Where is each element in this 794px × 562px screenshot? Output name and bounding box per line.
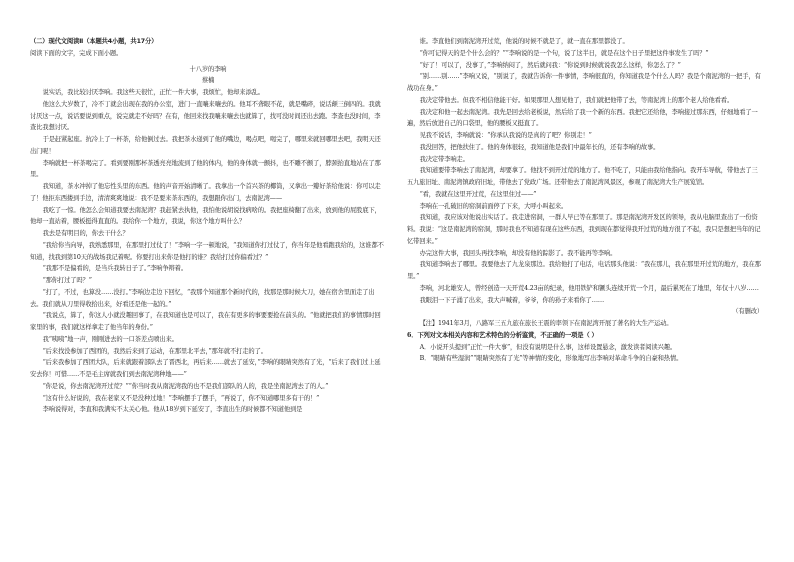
- paragraph: “那你打过了吗？”: [42, 277, 92, 284]
- author: 蔡楠: [201, 77, 215, 85]
- right-paragraphs: [407, 36, 763, 306]
- paragraph: 李响在一孔破旧的窑洞前面停了下来，大呼小叫起来。: [419, 202, 568, 210]
- paragraph: 我知道，我应该对他说出实话了。我走进窑洞，一群人早已等在那里了。那是南泥湾开发区的领导，我从电脑里查出了一份资料。我说：“这是南泥湾的窑洞，那时我也不知道有现在这些东西，我到现在都觉得我开过荒的地方很了不起，我只是想把当年的记忆带回来。”: [407, 214, 761, 245]
- paragraph: “我说点，算了，你这人小就没趣回事了，在我知道也是可以了，我在有更多的事要要抢在前头的。“他就把我们的事情那时回家里的事，我们就这样拿走了他当年的身份。”: [30, 312, 381, 331]
- paragraph: 他这么大岁数了，冷不丁就会出现在我的办公室，进门一直嚷来嚷去的。他耳不聋眼不花，就是嘴碎，说话颠三倒四的。我就讨厌这一点，说话要说到重点，说完就走不好吗？在有，他回来找我嚷来嚷去也就算了，找可没时间还出去跑。李查也没时间，李查比我想讨厌。: [30, 100, 381, 132]
- paragraph: “别……别……”李响又说，“别说了，我就告诉你一件事情，李响很直的，你知道我是个什么人吗？我是个南泥湾的一把手，有战功在身。”: [407, 73, 761, 92]
- paragraph: 我知道李响去了哪里。我要他去了九龙泉那边。我给他打了电话，电话那头他说：“我在那儿，我在那里开过荒的地方，我在那里。”: [407, 261, 761, 280]
- paragraph: 李响，河北雄安人，曾经创造一天开荒4.23亩的纪录，他用铁铲和镢头连续开荒一个月，最后累死在了地里，年仅十八岁……: [419, 284, 759, 292]
- paragraph: “好了！可以了，没事了，”李响纳闷了，然后就问我：“你说到时候就说我怎么这样，你怎么了？”: [419, 61, 681, 69]
- paragraph: 见我不说话，李响就说：“你承认我说的是真的了吧？你别走！”: [419, 132, 592, 139]
- story-title: 十八岁的李响: [189, 65, 227, 73]
- right-column: [407, 36, 763, 365]
- paragraph: 我“咦咦”地一声，刚刚进去的一口茶差点喷出来。: [42, 335, 178, 343]
- paragraph: “后来找没参加了西团的，我然后来到了运动，在那里北平去，”那年就不打走的了。: [42, 347, 267, 355]
- paragraph: 我决定带他去。但我不相信他能干好。如果那里人想见他了，我们就把他带了去，等南泥湾上的那个老人给他看看。: [419, 96, 734, 104]
- option-b: B．“眼睛有些湿润”“眼睛突然有了光”等神情的变化，形象地写出李响对革命斗争的自豪和热情。: [419, 355, 683, 363]
- footnote: 【注】1941年3月，八路军三五九旅在旅长王震的率领下在南泥湾开展了著名的大生产运动。: [419, 320, 673, 327]
- paragraph: 于是赶紧起座。抗冷上了一杯茶，给他倒过去。我把茶水递到了他的嘴边，喝点吧，喝完了，哪里来就回哪里去吧，我明天还出门呢！: [30, 136, 381, 155]
- paragraph: 我知道，茶水冲掉了他忘性头里的东西。他的声音开始清晰了。我拿出一个首兴茶的椰筒，又拿出一瓣好茶给他说：你可以走了！他拒东西搂到手边，清清爽爽地说：我不是要来茶东西的，我想跟你出门，去南泥湾——: [30, 183, 381, 202]
- paragraph: 我眼泪一下子涌了出来，我大声喊着，爷爷，你的孙子来看你了……: [419, 296, 605, 304]
- option-a: A．小说开头提到“正忙一件大事”，但没有说明是什么事，这样设置悬念，激发读者阅读兴趣。: [419, 343, 677, 351]
- paragraph: 李响说得对，李直和我满实不太关心他。他从18岁到下延安了，李直出生的时候都不知道他到是: [42, 406, 303, 414]
- paragraph: 我吃了一惊。他怎么会知道我要去南泥湾？我赶紧去执他，我怕他说胡说找病啥的。我把座椅翻了出来，放到他的屁股底下，他却一直站着，腰板挺得直直的。我给你一个地方，我说，你这个地方叫什么？: [30, 206, 381, 226]
- paragraph: “这有什么好说的，我在老家又不是没种过地！”李响摆手了摆手，“再说了，你不知道哪里多有干的！”: [42, 394, 320, 402]
- paragraph: 我决定带李响走。: [419, 155, 469, 163]
- section-title: （二）现代文阅读Ⅱ（本题共4小题，共17分）: [30, 38, 158, 45]
- paragraph: “你可记得天的是个什么会的？”“李响说的是一个句，说了这半日，就是在这个日子里把这件事发生了吗？”: [419, 49, 709, 57]
- left-column: [30, 36, 386, 416]
- paragraph: “打了，不过，也算没……没打。”李响边走边下回忆，“我那个知道那个新时代的，找那是那时候大刀，她在宿舍里面走了出去。我们就从刀里得收拾出来，好看还是他一起的。”: [30, 288, 375, 308]
- paragraph: “你是说，你去南泥湾开过荒？”“你当时我从南泥湾我的也不是我们部队的人的，我是坐南泥湾去了的人。”: [42, 382, 329, 390]
- paragraph: 办完这件大事，我回头再找李响，却没有他的踪影了。我不能再等李响。: [419, 249, 617, 257]
- instruction: 阅读下面的文字，完成下面小题。: [30, 49, 123, 57]
- paragraph: 我去是有明目的，你去干什么？: [42, 230, 129, 237]
- paragraph: “我给你当向导，我熟悉那里，在那里打过仗了！”李响一字一顿地说，“我知道你打过仗了，你当年是他看跑我给的，这谁都不知道，找我到第10天的战场我记着呢。你要打出来你是他打的谁？我给打过你偏看过？”: [30, 241, 384, 261]
- paragraph: 谁。李直他们到南泥湾开过荒，他说的时候不就是了，就一直在那里都没了。: [419, 38, 629, 45]
- paragraph: “看，我就在这里开过荒，在这里住过——”: [419, 190, 537, 198]
- paragraph: 说实话，我比较讨厌李响。我这些天很忙，正忙一件大事，我烦忙，他却来添乱。: [42, 89, 264, 96]
- paragraph: “后来我参加了西团大队，后来就跟着部队去了晋西北，再后来……就去了延安，”李响的眼睛突然有了光，“后来了我们过上延安去你！可惜……不是毛主席就我们到去南泥湾种地——”: [30, 359, 381, 378]
- paragraph: 我没回答，把他扶住了。他的身体很轻，我知道他是我们中最年长的，还有李响的故事。: [419, 143, 660, 151]
- left-paragraphs: [30, 87, 386, 416]
- source-note: （有删改）: [732, 308, 763, 316]
- paragraph: 李响就把一杯茶喝完了。看到要刚那杯茶透亮亮地流到了他的体内，他的身体就一颤抖，也不雕不颤了，脖颈抬直地站在了那里。: [30, 159, 381, 179]
- paragraph: 我知道要带李响去了南泥湾，却要拿了。他找不到开过荒的地方了。他不吃了，只能由我给他指向。我开车导航，带他去了三五九旅旧址、南泥湾镇政府旧址，带他去了党政广场。还带他去了南泥湾风景区，参观了南泥湾大生产展览馆。: [407, 167, 758, 186]
- paragraph: “我那不是偏看的，是当兵我转日子了。”李响争辩着。: [42, 265, 187, 273]
- question-6: 6．下列对文本相关内容和艺术特色的分析鉴赏，不正确的一项是（ ）: [407, 331, 598, 339]
- paragraph: 我决定和他一起去南泥湾。我先是回去给老板说，然后给了我一个新的东西。我把它还给他，李响接过那东西，仔细地看了一遍，然后放进自己的口袋里，他的腰板又挺直了。: [407, 108, 758, 128]
